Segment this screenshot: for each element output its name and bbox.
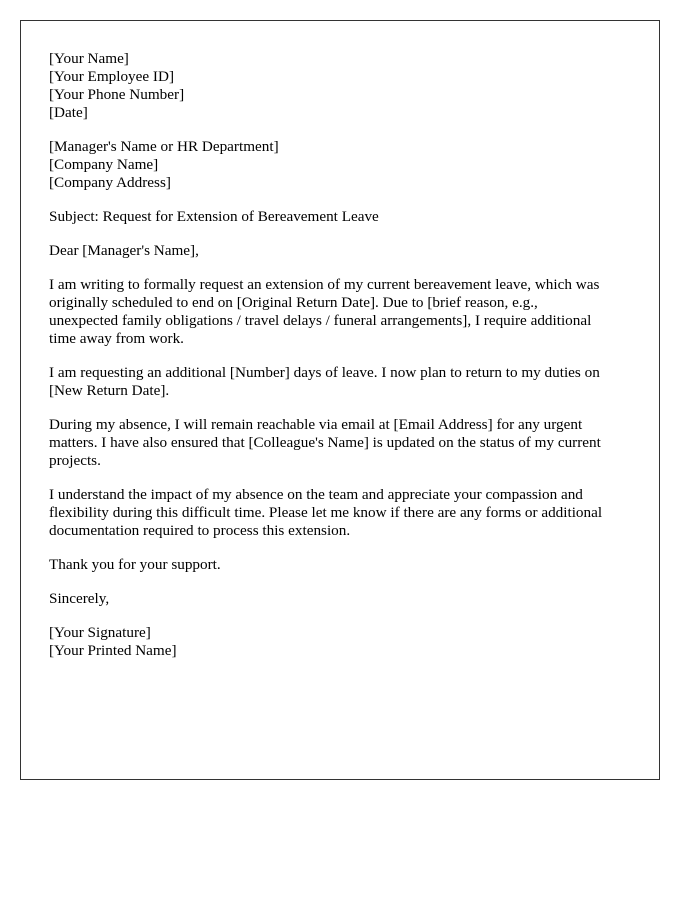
signature-block — [49, 624, 639, 660]
recipient-company: [Company Name] — [49, 156, 159, 173]
paragraph-line: I am requesting an additional [Number] days of leave. I now plan to return to my duties on — [49, 364, 600, 381]
recipient-block — [49, 138, 639, 192]
recipient-address: [Company Address] — [49, 174, 171, 191]
letter-page — [20, 20, 660, 780]
thanks-line: Thank you for your support. — [49, 556, 221, 573]
paragraph-1 — [49, 276, 639, 348]
paragraph-line: originally scheduled to end on [Original Return Date]. Due to [brief reason, e.g., — [49, 294, 538, 311]
paragraph-line: matters. I have also ensured that [Colleague's Name] is updated on the status of my current — [49, 434, 601, 451]
paragraph-2 — [49, 364, 639, 400]
sender-employee-id: [Your Employee ID] — [49, 68, 174, 85]
letter-date: [Date] — [49, 104, 88, 121]
paragraph-3 — [49, 416, 639, 470]
paragraph-line: I am writing to formally request an extension of my current bereavement leave, which was — [49, 276, 600, 293]
closing-line: Sincerely, — [49, 590, 110, 607]
printed-name: [Your Printed Name] — [49, 642, 177, 659]
paragraph-4 — [49, 486, 639, 540]
letter-body — [49, 50, 639, 676]
sender-name: [Your Name] — [49, 50, 129, 67]
paragraph-line: unexpected family obligations / travel delays / funeral arrangements], I require additional — [49, 312, 592, 329]
subject-line: Subject: Request for Extension of Bereavement Leave — [49, 208, 379, 225]
paragraph-line: documentation required to process this extension. — [49, 522, 351, 539]
paragraph-line: flexibility during this difficult time. Please let me know if there are any forms or additional — [49, 504, 603, 521]
recipient-name: [Manager's Name or HR Department] — [49, 138, 279, 155]
sender-phone: [Your Phone Number] — [49, 86, 185, 103]
signature-placeholder: [Your Signature] — [49, 624, 151, 641]
paragraph-line: During my absence, I will remain reachable via email at [Email Address] for any urgent — [49, 416, 583, 433]
paragraph-line: I understand the impact of my absence on the team and appreciate your compassion and — [49, 486, 583, 503]
paragraph-line: time away from work. — [49, 330, 184, 347]
sender-block — [49, 50, 639, 122]
paragraph-line: projects. — [49, 452, 101, 469]
paragraph-line: [New Return Date]. — [49, 382, 170, 399]
salutation: Dear [Manager's Name], — [49, 242, 199, 259]
